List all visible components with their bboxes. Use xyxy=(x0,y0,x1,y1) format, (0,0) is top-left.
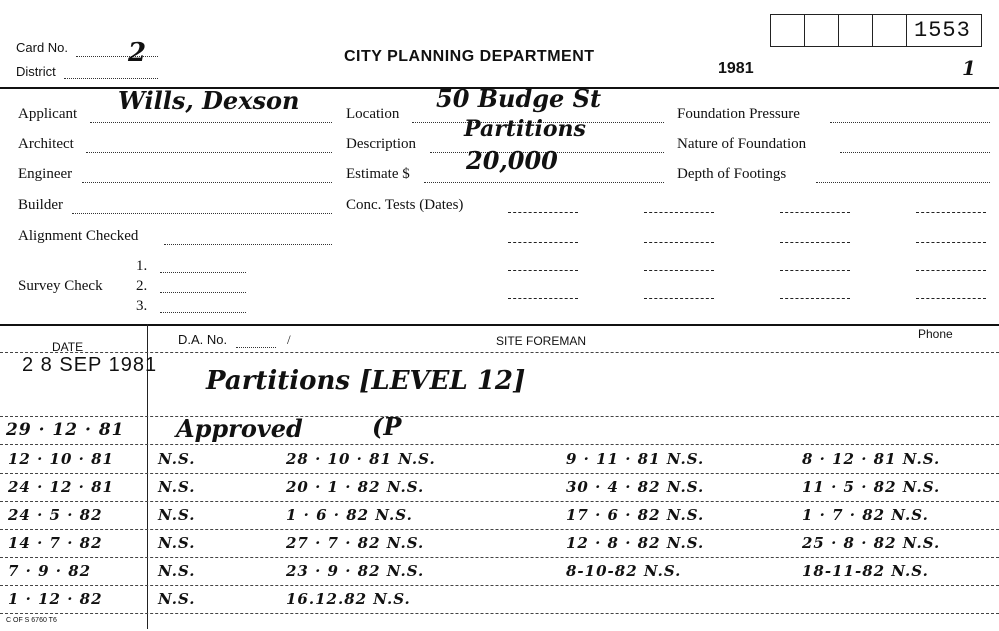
da-no-header: D.A. No. xyxy=(178,332,228,347)
approved-initials: (P xyxy=(372,412,402,441)
da-slash: / xyxy=(287,332,291,347)
architect-line xyxy=(86,152,332,153)
row-inspection-cell: 18-11-82 N.S. xyxy=(802,562,929,580)
applicant-label: Applicant xyxy=(18,106,78,122)
row-inspection-cell: N.S. xyxy=(158,590,196,608)
survey-3-line xyxy=(160,312,246,313)
row-inspection-cell: 1 · 6 · 82 N.S. xyxy=(286,506,413,524)
survey-2-line xyxy=(160,292,246,293)
card-no-value: 2 xyxy=(128,38,147,68)
form-code: C OF S 6760 T6 xyxy=(6,617,57,624)
number-box-4 xyxy=(872,14,906,47)
table-row xyxy=(0,474,999,504)
builder-label: Builder xyxy=(18,197,63,213)
log-line xyxy=(0,416,999,417)
survey-1-line xyxy=(160,272,246,273)
number-box-3 xyxy=(838,14,872,47)
description-value: Partitions xyxy=(464,116,586,142)
depth-of-footings-line xyxy=(816,182,990,183)
row-inspection-cell: 12 · 8 · 82 N.S. xyxy=(566,534,705,552)
log-header-line xyxy=(0,352,999,353)
row-inspection-cell: 16.12.82 N.S. xyxy=(286,590,411,608)
location-value: 50 Budge St xyxy=(436,84,602,113)
survey-2-label: 2. xyxy=(136,278,148,294)
survey-check-label: Survey Check xyxy=(18,278,103,294)
row-date: 12 · 10 · 81 xyxy=(8,450,114,468)
district-line xyxy=(64,78,158,79)
conc-tests-label: Conc. Tests (Dates) xyxy=(346,197,464,213)
row-inspection-cell: 11 · 5 · 82 N.S. xyxy=(802,478,941,496)
conc-test-dash xyxy=(508,270,578,271)
year: 1981 xyxy=(718,60,754,77)
foundation-pressure-line xyxy=(830,122,990,123)
approved-date: 29 · 12 · 81 xyxy=(6,420,125,440)
alignment-line xyxy=(164,244,332,245)
da-no-line xyxy=(236,347,276,348)
row-date: 7 · 9 · 82 xyxy=(8,562,92,580)
description-label: Description xyxy=(346,136,416,152)
row-date: 14 · 7 · 82 xyxy=(8,534,103,552)
table-row xyxy=(0,446,999,476)
conc-test-dash xyxy=(916,242,986,243)
stamp-date: 2 8 SEP 1981 xyxy=(22,354,158,376)
card-no-label: Card No. xyxy=(16,40,69,55)
engineer-line xyxy=(82,182,332,183)
conc-test-dash xyxy=(916,270,986,271)
applicant-line xyxy=(90,122,332,123)
conc-test-dash xyxy=(644,270,714,271)
row-date: 24 · 5 · 82 xyxy=(8,506,103,524)
row-inspection-cell: 25 · 8 · 82 N.S. xyxy=(802,534,941,552)
row-inspection-cell: N.S. xyxy=(158,562,196,580)
estimate-value: 20,000 xyxy=(466,146,558,175)
date-header: DATE xyxy=(52,340,84,354)
department-title: CITY PLANNING DEPARTMENT xyxy=(344,48,595,65)
row-inspection-cell: 20 · 1 · 82 N.S. xyxy=(286,478,425,496)
conc-test-dash xyxy=(508,242,578,243)
table-row xyxy=(0,586,999,616)
number-box-1 xyxy=(770,14,804,47)
table-row xyxy=(0,558,999,588)
row-inspection-cell: N.S. xyxy=(158,506,196,524)
log-section-rule xyxy=(0,324,999,326)
table-row xyxy=(0,530,999,560)
conc-test-dash xyxy=(916,212,986,213)
row-inspection-cell: 30 · 4 · 82 N.S. xyxy=(566,478,705,496)
row-inspection-cell: 23 · 9 · 82 N.S. xyxy=(286,562,425,580)
row-inspection-cell: N.S. xyxy=(158,478,196,496)
engineer-label: Engineer xyxy=(18,166,73,182)
sheet-number: 1 xyxy=(962,56,976,80)
row-date: 24 · 12 · 81 xyxy=(8,478,114,496)
card-number: 1553 xyxy=(914,18,971,43)
depth-of-footings-label: Depth of Footings xyxy=(677,166,787,182)
approved-text: Approved xyxy=(176,414,303,443)
phone-header: Phone xyxy=(918,327,953,341)
row-inspection-cell: 9 · 11 · 81 N.S. xyxy=(566,450,705,468)
location-label: Location xyxy=(346,106,400,122)
conc-test-dash xyxy=(508,298,578,299)
row-inspection-cell: N.S. xyxy=(158,534,196,552)
conc-test-dash xyxy=(644,298,714,299)
estimate-label: Estimate $ xyxy=(346,166,410,182)
log-line xyxy=(0,613,999,614)
survey-1-label: 1. xyxy=(136,258,148,274)
builder-line xyxy=(72,213,332,214)
survey-3-label: 3. xyxy=(136,298,148,314)
conc-test-dash xyxy=(780,270,850,271)
conc-test-dash xyxy=(644,212,714,213)
conc-test-dash xyxy=(916,298,986,299)
conc-test-dash xyxy=(644,242,714,243)
architect-label: Architect xyxy=(18,136,74,152)
conc-test-dash xyxy=(508,212,578,213)
number-box-2 xyxy=(804,14,838,47)
nature-of-foundation-label: Nature of Foundation xyxy=(677,136,807,152)
log-line xyxy=(0,444,999,445)
row-inspection-cell: N.S. xyxy=(158,450,196,468)
row-inspection-cell: 8-10-82 N.S. xyxy=(566,562,682,580)
nature-of-foundation-line xyxy=(840,152,990,153)
row-inspection-cell: 17 · 6 · 82 N.S. xyxy=(566,506,705,524)
applicant-value: Wills, Dexson xyxy=(118,86,300,115)
row-inspection-cell: 27 · 7 · 82 N.S. xyxy=(286,534,425,552)
entry-description: Partitions [LEVEL 12] xyxy=(206,366,526,396)
row-inspection-cell: 1 · 7 · 82 N.S. xyxy=(802,506,929,524)
foundation-pressure-label: Foundation Pressure xyxy=(677,106,800,122)
site-foreman-header: SITE FOREMAN xyxy=(496,334,587,348)
conc-test-dash xyxy=(780,212,850,213)
row-date: 1 · 12 · 82 xyxy=(8,590,103,608)
row-inspection-cell: 28 · 10 · 81 N.S. xyxy=(286,450,436,468)
estimate-line xyxy=(424,182,664,183)
district-label: District xyxy=(16,64,56,79)
row-inspection-cell: 8 · 12 · 81 N.S. xyxy=(802,450,941,468)
alignment-label: Alignment Checked xyxy=(18,228,139,244)
conc-test-dash xyxy=(780,242,850,243)
conc-test-dash xyxy=(780,298,850,299)
table-row xyxy=(0,502,999,532)
